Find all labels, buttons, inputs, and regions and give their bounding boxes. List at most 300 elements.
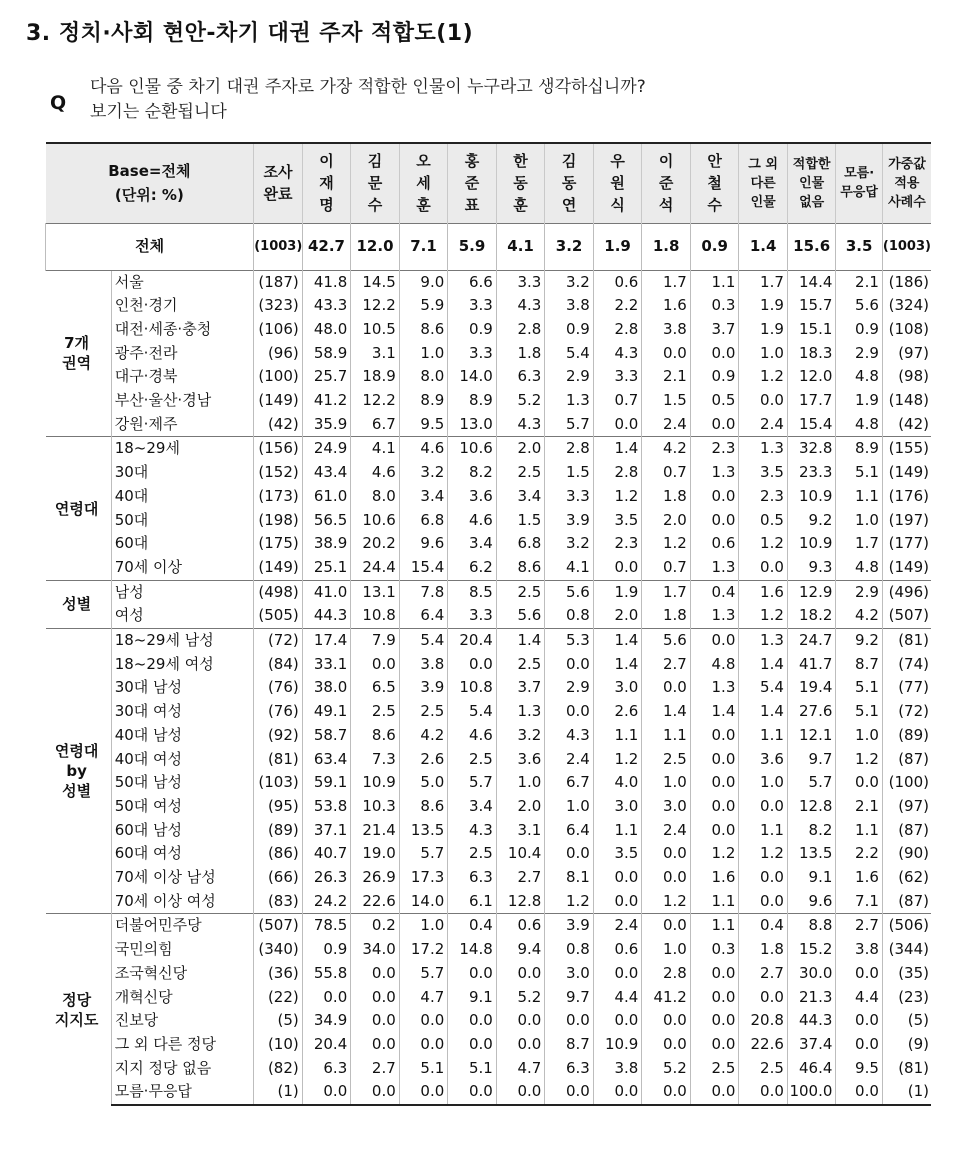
group-label-line: 지지도 — [54, 1010, 99, 1029]
table-cell: 2.7 — [351, 1057, 400, 1081]
page-title: 3. 정치·사회 현안-차기 대권 주자 적합도(1) — [26, 21, 474, 46]
table-cell: 44.3 — [787, 1009, 836, 1033]
table-cell: 3.3 — [496, 270, 545, 294]
table-cell: 8.7 — [836, 653, 882, 677]
table-cell: 0.0 — [836, 1080, 882, 1105]
table-cell: 8.0 — [351, 485, 400, 509]
group-label-line: 성별 — [62, 782, 92, 801]
table-cell: 37.4 — [787, 1033, 836, 1057]
total-cell: 1.9 — [593, 223, 642, 270]
row-label: 30대 — [111, 461, 254, 485]
column-header — [351, 143, 400, 223]
table-cell: 43.4 — [302, 461, 351, 485]
table-cell: 9.0 — [399, 270, 448, 294]
table-cell: 5.1 — [399, 1057, 448, 1081]
table-cell: (23) — [882, 986, 931, 1010]
table-cell: 2.5 — [496, 580, 545, 604]
table-cell: 0.0 — [690, 962, 739, 986]
table-cell: 0.0 — [739, 795, 788, 819]
table-cell: 17.2 — [399, 938, 448, 962]
column-header — [690, 143, 739, 223]
table-cell: 2.9 — [545, 676, 594, 700]
table-cell: 46.4 — [787, 1057, 836, 1081]
table-cell: 0.6 — [690, 532, 739, 556]
question-text — [90, 75, 646, 125]
table-cell: 18.9 — [351, 365, 400, 389]
table-cell: 1.2 — [836, 748, 882, 772]
table-cell: (96) — [254, 342, 303, 366]
table-cell: (62) — [882, 866, 931, 890]
table-cell: 3.0 — [593, 676, 642, 700]
table-cell: 0.7 — [593, 389, 642, 413]
table-cell: 14.8 — [448, 938, 497, 962]
table-cell: 4.7 — [496, 1057, 545, 1081]
table-cell: 6.4 — [399, 604, 448, 628]
table-cell: 8.6 — [399, 795, 448, 819]
table-cell: 34.9 — [302, 1009, 351, 1033]
table-cell: 3.2 — [496, 724, 545, 748]
table-cell: 5.9 — [399, 294, 448, 318]
table-cell: 55.8 — [302, 962, 351, 986]
row-label: 70세 이상 — [111, 556, 254, 580]
table-header-row — [46, 143, 932, 223]
table-cell: 6.3 — [448, 866, 497, 890]
row-label: 50대 — [111, 509, 254, 533]
column-header-line: 수 — [367, 196, 383, 215]
table-cell: 0.0 — [545, 653, 594, 677]
column-header-line: 안 — [707, 152, 722, 171]
column-header-line: 김 — [561, 152, 577, 171]
column-header — [545, 143, 594, 223]
table-cell: 0.0 — [642, 1033, 691, 1057]
table-cell: 4.8 — [836, 556, 882, 580]
row-label: 조국혁신당 — [111, 962, 254, 986]
table-cell: 0.0 — [690, 771, 739, 795]
table-cell: (77) — [882, 676, 931, 700]
table-cell: 5.4 — [739, 676, 788, 700]
table-cell: 0.0 — [739, 890, 788, 914]
table-cell: 2.8 — [593, 318, 642, 342]
table-cell: 15.4 — [399, 556, 448, 580]
table-cell: (76) — [254, 700, 303, 724]
table-cell: (84) — [254, 653, 303, 677]
group-label — [46, 580, 112, 628]
table-cell: (323) — [254, 294, 303, 318]
table-cell: (90) — [882, 842, 931, 866]
table-cell: 8.2 — [787, 819, 836, 843]
table-row — [46, 629, 932, 653]
table-cell: 6.5 — [351, 676, 400, 700]
table-row — [46, 365, 932, 389]
table-cell: 1.3 — [739, 437, 788, 461]
table-row — [46, 866, 932, 890]
column-header — [739, 143, 788, 223]
group-label-line: 7개 — [64, 334, 90, 353]
table-cell: 0.0 — [690, 1080, 739, 1105]
table-row — [46, 509, 932, 533]
table-cell: 30.0 — [787, 962, 836, 986]
table-cell: (72) — [254, 629, 303, 653]
table-cell: 8.9 — [399, 389, 448, 413]
group-label-line: 연령대 — [54, 499, 99, 518]
table-cell: 8.8 — [787, 914, 836, 938]
column-header-line: 적용 — [894, 175, 920, 191]
table-cell: (173) — [254, 485, 303, 509]
table-cell: 6.3 — [496, 365, 545, 389]
group-label-line: 성별 — [62, 595, 92, 614]
group-label-line: 연령대 — [54, 742, 99, 761]
column-header — [399, 143, 448, 223]
table-cell: 0.9 — [545, 318, 594, 342]
table-cell: 78.5 — [302, 914, 351, 938]
table-cell: 2.5 — [448, 748, 497, 772]
table-cell: 4.3 — [448, 819, 497, 843]
table-cell: (149) — [882, 461, 931, 485]
table-cell: 0.6 — [593, 938, 642, 962]
table-cell: 1.7 — [739, 270, 788, 294]
table-row — [46, 485, 932, 509]
table-cell: 2.6 — [399, 748, 448, 772]
table-cell: 6.8 — [399, 509, 448, 533]
table-cell: 1.0 — [739, 342, 788, 366]
table-cell: (83) — [254, 890, 303, 914]
table-cell: 5.3 — [545, 629, 594, 653]
table-cell: 9.6 — [787, 890, 836, 914]
column-header-line: 그 외 — [748, 156, 778, 172]
table-cell: 1.2 — [593, 748, 642, 772]
table-row — [46, 1033, 932, 1057]
table-cell: (72) — [882, 700, 931, 724]
table-cell: 2.6 — [593, 700, 642, 724]
table-cell: (5) — [254, 1009, 303, 1033]
table-cell: 2.5 — [739, 1057, 788, 1081]
table-cell: 0.0 — [836, 1033, 882, 1057]
column-header — [836, 143, 882, 223]
table-cell: 15.2 — [787, 938, 836, 962]
table-cell: (87) — [882, 819, 931, 843]
table-cell: 20.8 — [739, 1009, 788, 1033]
column-header-line: 재 — [319, 174, 334, 193]
column-header-line: 훈 — [513, 196, 528, 215]
table-cell: 0.0 — [351, 653, 400, 677]
table-cell: 6.4 — [545, 819, 594, 843]
table-cell: 9.4 — [496, 938, 545, 962]
total-cell: 0.9 — [690, 223, 739, 270]
table-cell: 1.9 — [836, 389, 882, 413]
table-cell: 4.8 — [836, 413, 882, 437]
table-cell: 2.1 — [836, 270, 882, 294]
column-header — [593, 143, 642, 223]
row-label: 18~29세 여성 — [111, 653, 254, 677]
table-row — [46, 437, 932, 461]
table-cell: 5.6 — [545, 580, 594, 604]
table-cell: 0.0 — [593, 1080, 642, 1105]
table-cell: 8.7 — [545, 1033, 594, 1057]
table-cell: 38.0 — [302, 676, 351, 700]
total-cell: 3.5 — [836, 223, 882, 270]
table-cell: 24.2 — [302, 890, 351, 914]
row-label: 40대 여성 — [111, 748, 254, 772]
table-cell: 0.6 — [496, 914, 545, 938]
column-header-line: 인물 — [750, 194, 776, 210]
row-label: 대전·세종·충청 — [111, 318, 254, 342]
column-header-line: 가중값 — [888, 156, 926, 172]
table-cell: 19.4 — [787, 676, 836, 700]
column-header — [496, 143, 545, 223]
table-cell: 27.6 — [787, 700, 836, 724]
table-cell: (66) — [254, 866, 303, 890]
table-cell: 10.6 — [448, 437, 497, 461]
table-cell: 10.8 — [351, 604, 400, 628]
table-cell: 5.7 — [399, 962, 448, 986]
table-cell: 3.8 — [836, 938, 882, 962]
table-cell: 21.3 — [787, 986, 836, 1010]
table-cell: 1.0 — [496, 771, 545, 795]
total-cell: 3.2 — [545, 223, 594, 270]
table-row — [46, 556, 932, 580]
column-header-line: 식 — [610, 196, 625, 215]
table-cell: 3.3 — [545, 485, 594, 509]
table-cell: 3.9 — [545, 509, 594, 533]
table-cell: 0.0 — [448, 1033, 497, 1057]
table-cell: 5.2 — [642, 1057, 691, 1081]
table-row — [46, 294, 932, 318]
table-cell: 0.0 — [302, 1080, 351, 1105]
table-cell: 4.6 — [351, 461, 400, 485]
table-cell: 0.0 — [351, 1033, 400, 1057]
table-cell: 1.2 — [739, 532, 788, 556]
table-cell: 10.9 — [351, 771, 400, 795]
table-cell: 18.3 — [787, 342, 836, 366]
table-cell: 1.4 — [593, 437, 642, 461]
table-cell: 1.9 — [593, 580, 642, 604]
table-cell: 0.0 — [690, 748, 739, 772]
column-header-line: 이 — [658, 152, 674, 171]
table-cell: 1.0 — [399, 914, 448, 938]
table-cell: 0.4 — [690, 580, 739, 604]
table-row — [46, 962, 932, 986]
table-cell: 24.4 — [351, 556, 400, 580]
table-cell: 38.9 — [302, 532, 351, 556]
table-cell: 1.8 — [739, 938, 788, 962]
table-cell: 2.2 — [836, 842, 882, 866]
table-row — [46, 771, 932, 795]
total-cell: 7.1 — [399, 223, 448, 270]
table-cell: 1.8 — [642, 604, 691, 628]
column-header-line: 세 — [416, 174, 431, 193]
group-label-line: 권역 — [62, 354, 92, 373]
table-cell: 3.9 — [545, 914, 594, 938]
table-cell: 0.7 — [642, 461, 691, 485]
table-cell: 0.4 — [739, 914, 788, 938]
table-cell: 1.1 — [739, 819, 788, 843]
table-cell: 1.4 — [690, 700, 739, 724]
table-cell: 5.2 — [496, 389, 545, 413]
table-cell: (100) — [882, 771, 931, 795]
table-cell: 4.4 — [836, 986, 882, 1010]
table-cell: 3.4 — [496, 485, 545, 509]
table-cell: 24.9 — [302, 437, 351, 461]
table-cell: 5.7 — [399, 842, 448, 866]
table-cell: 12.9 — [787, 580, 836, 604]
table-cell: 23.3 — [787, 461, 836, 485]
table-cell: 1.1 — [593, 724, 642, 748]
table-cell: 1.0 — [399, 342, 448, 366]
table-cell: (1) — [254, 1080, 303, 1105]
table-cell: 8.2 — [448, 461, 497, 485]
table-cell: (74) — [882, 653, 931, 677]
table-cell: (1) — [882, 1080, 931, 1105]
table-cell: 2.7 — [836, 914, 882, 938]
table-row — [46, 318, 932, 342]
table-cell: 0.2 — [351, 914, 400, 938]
table-cell: 0.0 — [593, 866, 642, 890]
table-cell: (95) — [254, 795, 303, 819]
table-cell: 4.0 — [593, 771, 642, 795]
total-cell: 15.6 — [787, 223, 836, 270]
table-row — [46, 724, 932, 748]
table-cell: 12.8 — [496, 890, 545, 914]
row-label: 40대 남성 — [111, 724, 254, 748]
table-cell: 9.6 — [399, 532, 448, 556]
column-header-line: 훈 — [416, 196, 431, 215]
table-cell: 12.2 — [351, 389, 400, 413]
table-cell: 4.8 — [690, 653, 739, 677]
table-cell: 2.3 — [690, 437, 739, 461]
total-cell: 4.1 — [496, 223, 545, 270]
table-cell: 43.3 — [302, 294, 351, 318]
table-row — [46, 748, 932, 772]
table-cell: 33.1 — [302, 653, 351, 677]
table-cell: 0.0 — [739, 556, 788, 580]
table-cell: 0.0 — [836, 771, 882, 795]
table-cell: 5.2 — [496, 986, 545, 1010]
table-cell: 1.2 — [642, 532, 691, 556]
table-cell: 1.4 — [642, 700, 691, 724]
table-row — [46, 676, 932, 700]
table-cell: 2.7 — [496, 866, 545, 890]
table-cell: (498) — [254, 580, 303, 604]
table-cell: 3.0 — [642, 795, 691, 819]
group-label — [46, 629, 112, 914]
table-cell: 22.6 — [739, 1033, 788, 1057]
table-cell: 0.0 — [545, 1080, 594, 1105]
table-cell: 14.5 — [351, 270, 400, 294]
table-cell: (176) — [882, 485, 931, 509]
table-cell: 0.0 — [545, 842, 594, 866]
table-cell: 2.2 — [593, 294, 642, 318]
table-cell: 3.8 — [545, 294, 594, 318]
table-cell: 0.6 — [593, 270, 642, 294]
table-cell: 0.0 — [593, 890, 642, 914]
row-label: 광주·전라 — [111, 342, 254, 366]
table-cell: 44.3 — [302, 604, 351, 628]
table-cell: 3.4 — [448, 532, 497, 556]
table-cell: 0.0 — [690, 986, 739, 1010]
column-header-line: 이 — [319, 152, 334, 171]
row-label: 70세 이상 여성 — [111, 890, 254, 914]
table-cell: 1.3 — [690, 676, 739, 700]
table-cell: (35) — [882, 962, 931, 986]
question-line-1: 다음 인물 중 차기 대권 주자로 가장 적합한 인물이 누구라고 생각하십니까? — [90, 77, 646, 97]
table-cell: 34.0 — [351, 938, 400, 962]
table-cell: (155) — [882, 437, 931, 461]
table-cell: 0.0 — [739, 986, 788, 1010]
table-cell: 2.1 — [642, 365, 691, 389]
column-header — [787, 143, 836, 223]
question-mark: Q — [50, 92, 67, 114]
column-header-line: 문 — [367, 174, 383, 193]
table-cell: 0.0 — [399, 1009, 448, 1033]
table-cell: 0.0 — [690, 509, 739, 533]
base-header-line-1: Base=전체 — [108, 162, 191, 181]
table-cell: 0.0 — [448, 1009, 497, 1033]
table-cell: 0.0 — [545, 1009, 594, 1033]
table-cell: 4.2 — [836, 604, 882, 628]
table-cell: 3.9 — [399, 676, 448, 700]
table-cell: 9.1 — [787, 866, 836, 890]
table-cell: (81) — [882, 629, 931, 653]
table-cell: 0.0 — [836, 962, 882, 986]
table-cell: 4.6 — [399, 437, 448, 461]
table-cell: 2.5 — [496, 653, 545, 677]
table-cell: 1.4 — [496, 629, 545, 653]
base-header — [46, 143, 254, 223]
table-cell: 37.1 — [302, 819, 351, 843]
table-cell: 2.8 — [496, 318, 545, 342]
table-cell: 25.7 — [302, 365, 351, 389]
total-cell: (1003) — [882, 223, 931, 270]
table-cell: (98) — [882, 365, 931, 389]
table-cell: 0.0 — [642, 1009, 691, 1033]
table-cell: 0.9 — [448, 318, 497, 342]
table-cell: 1.0 — [836, 509, 882, 533]
table-cell: (324) — [882, 294, 931, 318]
table-cell: 0.0 — [642, 914, 691, 938]
table-cell: 6.7 — [545, 771, 594, 795]
table-cell: 14.4 — [787, 270, 836, 294]
table-cell: (76) — [254, 676, 303, 700]
table-cell: 0.0 — [399, 1080, 448, 1105]
row-label: 인천·경기 — [111, 294, 254, 318]
row-label: 60대 남성 — [111, 819, 254, 843]
table-cell: 3.7 — [496, 676, 545, 700]
table-cell: 0.9 — [836, 318, 882, 342]
table-cell: 10.9 — [593, 1033, 642, 1057]
column-header-line: 사례수 — [888, 194, 926, 210]
table-cell: 15.4 — [787, 413, 836, 437]
table-cell: 0.9 — [302, 938, 351, 962]
table-cell: 4.3 — [593, 342, 642, 366]
table-cell: 2.5 — [448, 842, 497, 866]
column-header-line: 표 — [464, 196, 480, 215]
table-cell: (10) — [254, 1033, 303, 1057]
table-cell: 3.3 — [593, 365, 642, 389]
table-cell: (506) — [882, 914, 931, 938]
row-label: 여성 — [111, 604, 254, 628]
table-cell: 5.1 — [836, 461, 882, 485]
table-cell: 1.8 — [642, 485, 691, 509]
table-cell: 0.0 — [690, 1033, 739, 1057]
table-cell: 56.5 — [302, 509, 351, 533]
row-label: 60대 — [111, 532, 254, 556]
table-cell: 1.0 — [545, 795, 594, 819]
table-cell: 21.4 — [351, 819, 400, 843]
table-cell: 0.0 — [496, 1009, 545, 1033]
table-cell: (5) — [882, 1009, 931, 1033]
table-cell: 7.3 — [351, 748, 400, 772]
table-row — [46, 1080, 932, 1105]
